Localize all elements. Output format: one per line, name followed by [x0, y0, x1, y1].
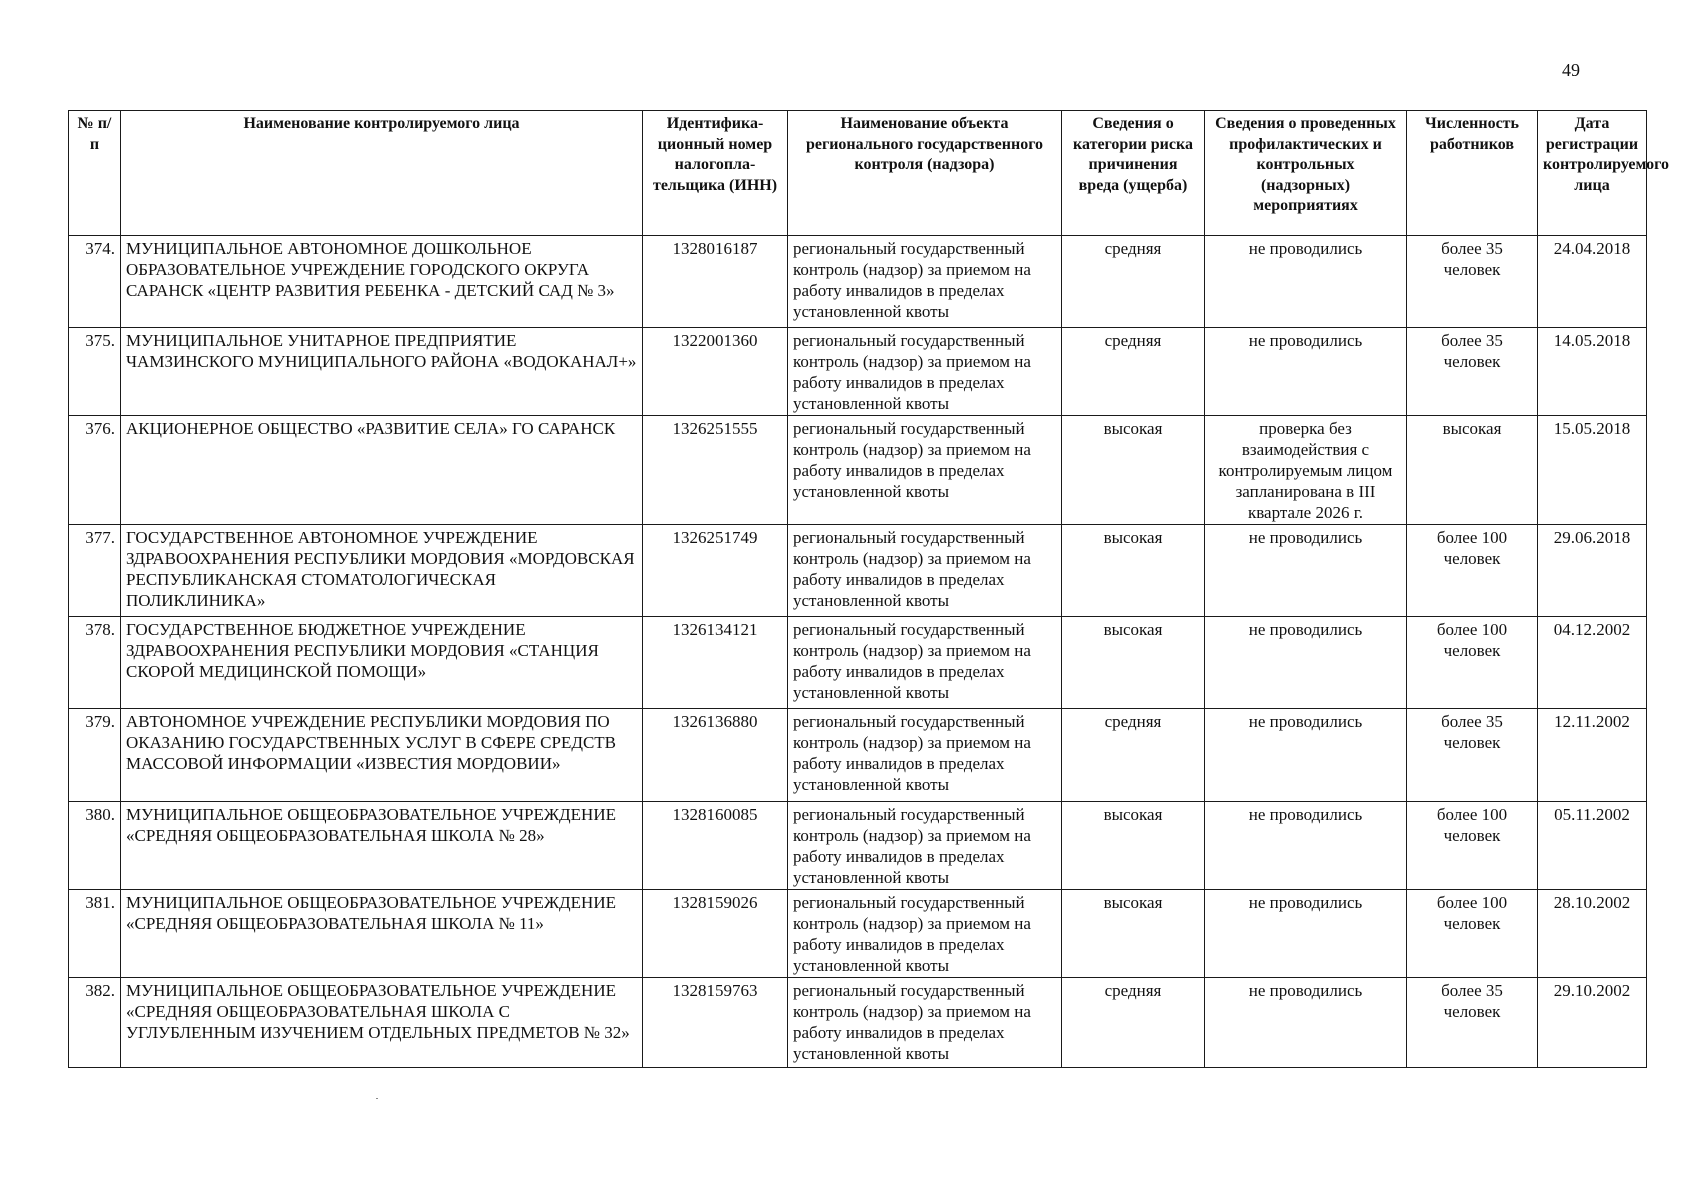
- registration-date: 24.04.2018: [1538, 236, 1647, 328]
- table-row: [69, 236, 1647, 328]
- entity-inn: 1328159026: [643, 890, 788, 978]
- employee-count: более 100 человек: [1407, 890, 1538, 978]
- prevention-info: не проводились: [1205, 328, 1407, 416]
- table-row: [69, 617, 1647, 709]
- header-object: Наименование объекта регионального государственного контроля (надзора): [788, 111, 1062, 236]
- entity-name: МУНИЦИПАЛЬНОЕ ОБЩЕОБРАЗОВАТЕЛЬНОЕ УЧРЕЖДЕНИЕ «СРЕДНЯЯ ОБЩЕОБРАЗОВАТЕЛЬНАЯ ШКОЛА № 11»: [121, 890, 643, 978]
- control-object: региональный государственный контроль (надзор) за приемом на работу инвалидов в пределах установленной квоты: [788, 978, 1062, 1068]
- entity-name: МУНИЦИПАЛЬНОЕ ОБЩЕОБРАЗОВАТЕЛЬНОЕ УЧРЕЖДЕНИЕ «СРЕДНЯЯ ОБЩЕОБРАЗОВАТЕЛЬНАЯ ШКОЛА № 28»: [121, 802, 643, 890]
- employee-count: более 100 человек: [1407, 525, 1538, 617]
- control-object: региональный государственный контроль (надзор) за приемом на работу инвалидов в пределах установленной квоты: [788, 802, 1062, 890]
- control-object: региональный государственный контроль (надзор) за приемом на работу инвалидов в пределах установленной квоты: [788, 236, 1062, 328]
- header-reg-date: Дата регистрации контролируемого лица: [1538, 111, 1647, 236]
- row-number: 375.: [69, 328, 121, 416]
- row-number: 376.: [69, 416, 121, 525]
- risk-category: высокая: [1062, 617, 1205, 709]
- entity-inn: 1326134121: [643, 617, 788, 709]
- risk-category: высокая: [1062, 890, 1205, 978]
- employee-count: более 35 человек: [1407, 709, 1538, 802]
- risk-category: средняя: [1062, 328, 1205, 416]
- employee-count: высокая: [1407, 416, 1538, 525]
- risk-category: высокая: [1062, 525, 1205, 617]
- entity-name: ГОСУДАРСТВЕННОЕ АВТОНОМНОЕ УЧРЕЖДЕНИЕ ЗДРАВООХРАНЕНИЯ РЕСПУБЛИКИ МОРДОВИЯ «МОРДОВСКАЯ РЕСПУБЛИКАНСКАЯ СТОМАТОЛОГИЧЕСКАЯ ПОЛИКЛИНИКА»: [121, 525, 643, 617]
- control-object: региональный государственный контроль (надзор) за приемом на работу инвалидов в пределах установленной квоты: [788, 328, 1062, 416]
- prevention-info: не проводились: [1205, 236, 1407, 328]
- entity-inn: 1328159763: [643, 978, 788, 1068]
- row-number: 378.: [69, 617, 121, 709]
- control-object: региональный государственный контроль (надзор) за приемом на работу инвалидов в пределах установленной квоты: [788, 525, 1062, 617]
- table-row: [69, 802, 1647, 890]
- header-prevention: Сведения о проведенных профилактических и контрольных (надзорных) мероприятиях: [1205, 111, 1407, 236]
- page-number: 49: [1562, 60, 1580, 80]
- employee-count: более 100 человек: [1407, 802, 1538, 890]
- entity-name: МУНИЦИПАЛЬНОЕ АВТОНОМНОЕ ДОШКОЛЬНОЕ ОБРАЗОВАТЕЛЬНОЕ УЧРЕЖДЕНИЕ ГОРОДСКОГО ОКРУГА САРАНСК «ЦЕНТР РАЗВИТИЯ РЕБЕНКА - ДЕТСКИЙ САД № 3»: [121, 236, 643, 328]
- controlled-entities-table: [68, 110, 1670, 1068]
- prevention-info: не проводились: [1205, 978, 1407, 1068]
- table-row: [69, 416, 1647, 525]
- header-num: № п/п: [69, 111, 121, 236]
- row-number: 380.: [69, 802, 121, 890]
- entity-inn: 1328016187: [643, 236, 788, 328]
- employee-count: более 35 человек: [1407, 978, 1538, 1068]
- entity-inn: 1326251749: [643, 525, 788, 617]
- risk-category: высокая: [1062, 416, 1205, 525]
- registration-date: 04.12.2002: [1538, 617, 1647, 709]
- table-row: [69, 978, 1647, 1068]
- risk-category: средняя: [1062, 709, 1205, 802]
- header-risk: Сведения о категории риска причинения вреда (ущерба): [1062, 111, 1205, 236]
- risk-category: высокая: [1062, 802, 1205, 890]
- table-row: [69, 890, 1647, 978]
- entity-inn: 1326251555: [643, 416, 788, 525]
- prevention-info: не проводились: [1205, 802, 1407, 890]
- row-number: 379.: [69, 709, 121, 802]
- header-inn: Идентифика-ционный номер налогопла-тельщика (ИНН): [643, 111, 788, 236]
- risk-category: средняя: [1062, 236, 1205, 328]
- scan-speck: [376, 1098, 378, 1099]
- control-object: региональный государственный контроль (надзор) за приемом на работу инвалидов в пределах установленной квоты: [788, 709, 1062, 802]
- risk-category: средняя: [1062, 978, 1205, 1068]
- entity-inn: 1328160085: [643, 802, 788, 890]
- table-row: [69, 328, 1647, 416]
- registration-date: 28.10.2002: [1538, 890, 1647, 978]
- table-row: [69, 709, 1647, 802]
- header-employees: Численность работников: [1407, 111, 1538, 236]
- entity-name: АКЦИОНЕРНОЕ ОБЩЕСТВО «РАЗВИТИЕ СЕЛА» ГО САРАНСК: [121, 416, 643, 525]
- control-object: региональный государственный контроль (надзор) за приемом на работу инвалидов в пределах установленной квоты: [788, 416, 1062, 525]
- employee-count: более 35 человек: [1407, 236, 1538, 328]
- prevention-info: не проводились: [1205, 709, 1407, 802]
- prevention-info: не проводились: [1205, 525, 1407, 617]
- registration-date: 12.11.2002: [1538, 709, 1647, 802]
- entity-name: МУНИЦИПАЛЬНОЕ ОБЩЕОБРАЗОВАТЕЛЬНОЕ УЧРЕЖДЕНИЕ «СРЕДНЯЯ ОБЩЕОБРАЗОВАТЕЛЬНАЯ ШКОЛА С УГЛУБЛЕННЫМ ИЗУЧЕНИЕМ ОТДЕЛЬНЫХ ПРЕДМЕТОВ № 32»: [121, 978, 643, 1068]
- prevention-info: не проводились: [1205, 890, 1407, 978]
- prevention-info: проверка без взаимодействия с контролируемым лицом запланирована в III квартале 2026 г.: [1205, 416, 1407, 525]
- header-name: Наименование контролируемого лица: [121, 111, 643, 236]
- row-number: 381.: [69, 890, 121, 978]
- control-object: региональный государственный контроль (надзор) за приемом на работу инвалидов в пределах установленной квоты: [788, 617, 1062, 709]
- control-object: региональный государственный контроль (надзор) за приемом на работу инвалидов в пределах установленной квоты: [788, 890, 1062, 978]
- registration-date: 05.11.2002: [1538, 802, 1647, 890]
- row-number: 374.: [69, 236, 121, 328]
- registration-date: 29.10.2002: [1538, 978, 1647, 1068]
- entity-name: АВТОНОМНОЕ УЧРЕЖДЕНИЕ РЕСПУБЛИКИ МОРДОВИЯ ПО ОКАЗАНИЮ ГОСУДАРСТВЕННЫХ УСЛУГ В СФЕРЕ СРЕДСТВ МАССОВОЙ ИНФОРМАЦИИ «ИЗВЕСТИЯ МОРДОВИИ»: [121, 709, 643, 802]
- row-number: 377.: [69, 525, 121, 617]
- prevention-info: не проводились: [1205, 617, 1407, 709]
- entity-inn: 1322001360: [643, 328, 788, 416]
- registration-date: 14.05.2018: [1538, 328, 1647, 416]
- registration-date: 15.05.2018: [1538, 416, 1647, 525]
- employee-count: более 100 человек: [1407, 617, 1538, 709]
- registration-date: 29.06.2018: [1538, 525, 1647, 617]
- entity-inn: 1326136880: [643, 709, 788, 802]
- row-number: 382.: [69, 978, 121, 1068]
- table-header: [69, 111, 1670, 236]
- entity-name: МУНИЦИПАЛЬНОЕ УНИТАРНОЕ ПРЕДПРИЯТИЕ ЧАМЗИНСКОГО МУНИЦИПАЛЬНОГО РАЙОНА «ВОДОКАНАЛ+»: [121, 328, 643, 416]
- employee-count: более 35 человек: [1407, 328, 1538, 416]
- entity-name: ГОСУДАРСТВЕННОЕ БЮДЖЕТНОЕ УЧРЕЖДЕНИЕ ЗДРАВООХРАНЕНИЯ РЕСПУБЛИКИ МОРДОВИЯ «СТАНЦИЯ СКОРОЙ МЕДИЦИНСКОЙ ПОМОЩИ»: [121, 617, 643, 709]
- table-row: [69, 525, 1647, 617]
